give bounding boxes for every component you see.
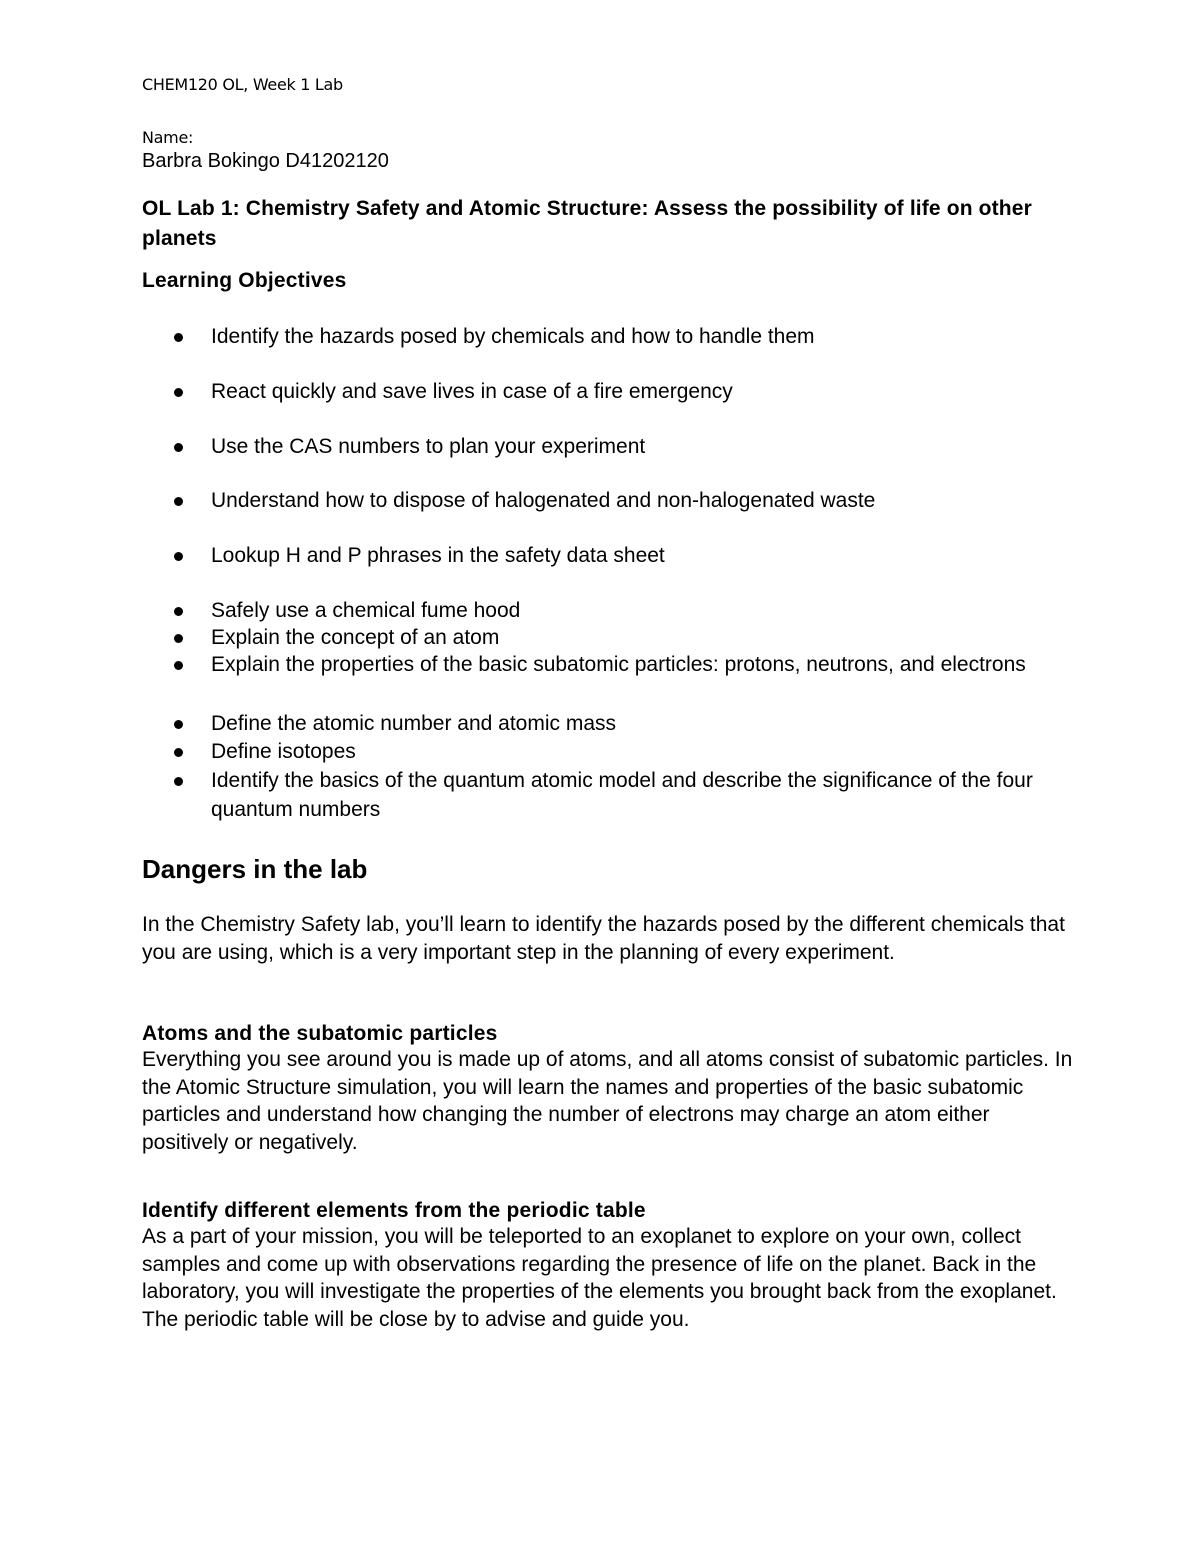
objective-item: [211, 322, 1071, 351]
elements-paragraph: As a part of your mission, you will be teleported to an exoplanet to explore on your own, collect samples and come up with observations regarding the presence of life on the planet. Back in the laboratory, you will investigate the properties of the elements you brought back from the exoplanet. The periodic table will be close by to advise and guide you.: [142, 1225, 1057, 1331]
bullet-icon: [174, 333, 183, 342]
objective-item: [211, 596, 1071, 625]
objectives-heading: Learning Objectives: [142, 269, 347, 292]
course-header: CHEM120 OL, Week 1 Lab: [142, 75, 343, 94]
objective-item: [211, 623, 1071, 652]
objective-item: [211, 541, 1071, 570]
objective-item: [211, 432, 1071, 461]
bullet-icon: [174, 720, 183, 729]
objective-text: Use the CAS numbers to plan your experiment: [211, 435, 646, 458]
dangers-paragraph: In the Chemistry Safety lab, you’ll learn to identify the hazards posed by the different chemicals that you are using, which is a very important step in the planning of every experiment.: [142, 913, 1065, 964]
bullet-icon: [174, 388, 183, 397]
objective-item: [211, 650, 1071, 679]
objective-text: Safely use a chemical fume hood: [211, 599, 521, 622]
objective-text: Lookup H and P phrases in the safety data sheet: [211, 544, 665, 567]
elements-heading: Identify different elements from the periodic table: [142, 1199, 646, 1222]
objective-text: Identify the basics of the quantum atomic model and describe the significance of the four quantum numbers: [211, 769, 1033, 821]
objective-item: [211, 486, 1071, 515]
atoms-heading: Atoms and the subatomic particles: [142, 1022, 498, 1045]
bullet-icon: [174, 634, 183, 643]
bullet-icon: [174, 777, 183, 786]
objective-item: [211, 709, 1071, 738]
bullet-icon: [174, 607, 183, 616]
objective-item: [211, 766, 1071, 824]
objective-text: Define the atomic number and atomic mass: [211, 712, 617, 735]
dangers-heading: Dangers in the lab: [142, 854, 368, 884]
bullet-icon: [174, 661, 183, 670]
objective-item: [211, 377, 1071, 406]
objective-text: Understand how to dispose of halogenated and non-halogenated waste: [211, 489, 876, 512]
bullet-icon: [174, 497, 183, 506]
objective-item: [211, 737, 1071, 766]
name-label: Name:: [142, 128, 194, 147]
student-name: Barbra Bokingo D41202120: [142, 150, 389, 172]
objective-text: Explain the concept of an atom: [211, 626, 500, 649]
bullet-icon: [174, 748, 183, 757]
bullet-icon: [174, 443, 183, 452]
objective-text: Explain the properties of the basic subatomic particles: protons, neutrons, and electrons: [211, 653, 1026, 676]
objective-text: Identify the hazards posed by chemicals and how to handle them: [211, 325, 815, 348]
bullet-icon: [174, 552, 183, 561]
objective-text: Define isotopes: [211, 740, 356, 763]
lab-title: OL Lab 1: Chemistry Safety and Atomic Structure: Assess the possibility of life on other planets: [142, 197, 1032, 250]
atoms-paragraph: Everything you see around you is made up of atoms, and all atoms consist of subatomic particles. In the Atomic Structure simulation, you will learn the names and properties of the basic subatomic particles and understand how changing the number of electrons may charge an atom either positively or negatively.: [142, 1048, 1073, 1154]
objective-text: React quickly and save lives in case of a fire emergency: [211, 380, 733, 403]
